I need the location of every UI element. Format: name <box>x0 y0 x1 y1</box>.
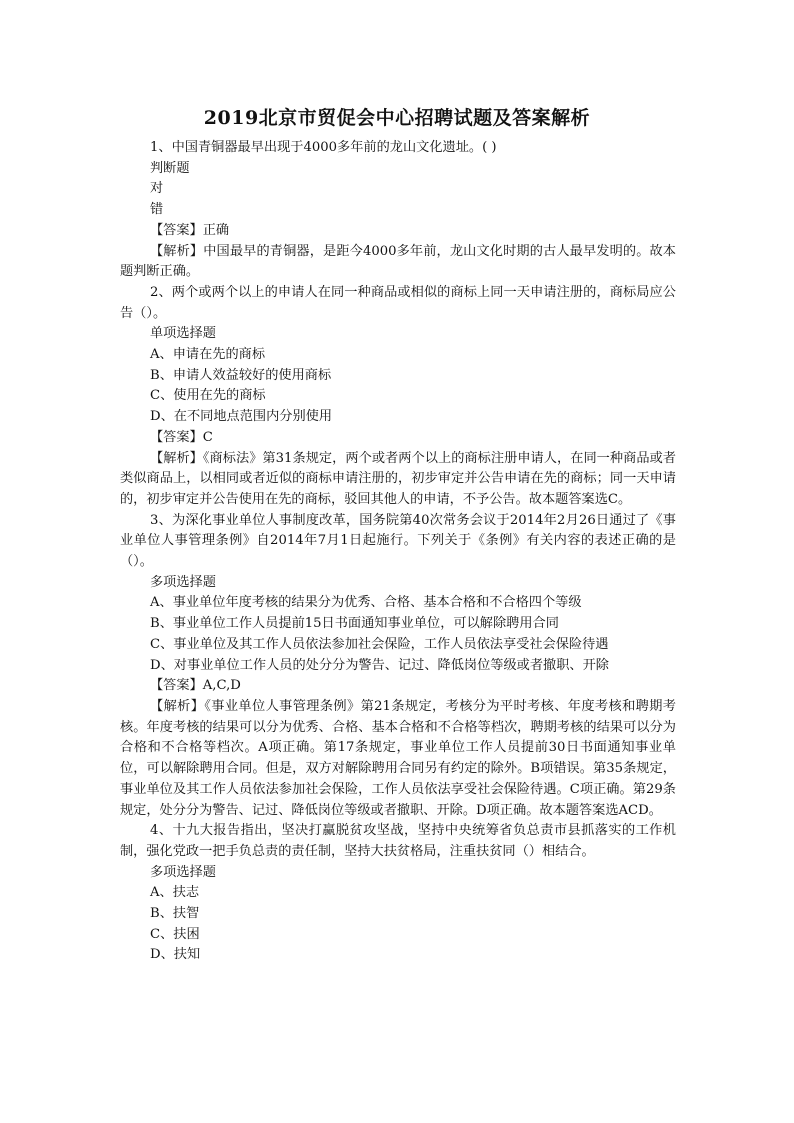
question-3: 3、为深化事业单位人事制度改革，国务院第40次常务会议于2014年2月26日通过了《事业单位人事管理条例》自2014年7月1日起施行。下列关于《条例》有关内容的表述正确的是（）。 <box>120 512 676 570</box>
question-type: 多项选择题 <box>150 574 216 590</box>
option-b: B、扶智 <box>150 906 200 922</box>
question-type: 判断题 <box>150 160 190 176</box>
option-b: B、申请人效益较好的使用商标 <box>150 367 332 383</box>
analysis: 【解析】《事业单位人事管理条例》第21条规定，考核分为平时考核、年度考核和聘期考核。年度考核的结果可以分为优秀、合格、基本合格和不合格等档次，聘期考核的结果可以分为合格和不合格等档次。A项正确。第17条规定，事业单位工作人员提前30日书面通知事业单位，可以解除聘用合同。但是，双方对解除聘用合同另有约定的除外。B项错误。第35条规定，事业单位及其工作人员依法参加社会保险，工作人员依法享受社会保险待遇。C项正确。第29条规定，处分分为警告、记过、降低岗位等级或者撤职、开除。D项正确。故本题答案选ACD。 <box>120 698 676 818</box>
option-true: 对 <box>150 181 164 197</box>
document-body <box>120 138 676 966</box>
analysis: 【解析】中国最早的青铜器，是距今4000多年前，龙山文化时期的古人最早发明的。故本题判断正确。 <box>120 243 676 280</box>
option-c: C、使用在先的商标 <box>150 388 266 404</box>
option-d: D、扶知 <box>150 947 201 963</box>
question-4: 4、十九大报告指出，坚决打赢脱贫攻坚战，坚持中央统筹省负总责市县抓落实的工作机制，强化党政一把手负总责的责任制，坚持大扶贫格局，注重扶贫同（）相结合。 <box>120 823 676 859</box>
answer: 【答案】A,C,D <box>150 678 241 694</box>
answer: 【答案】正确 <box>150 222 230 238</box>
question-type: 单项选择题 <box>150 326 216 342</box>
answer: 【答案】C <box>150 429 213 445</box>
option-b: B、事业单位工作人员提前15日书面通知事业单位，可以解除聘用合同 <box>150 616 559 632</box>
option-c: C、扶困 <box>150 926 200 942</box>
page-title: 2019北京市贸促会中心招聘试题及答案解析 <box>203 107 591 129</box>
option-a: A、事业单位年度考核的结果分为优秀、合格、基本合格和不合格四个等级 <box>150 595 582 611</box>
analysis: 【解析】《商标法》第31条规定，两个或者两个以上的商标注册申请人，在同一种商品或者类似商品上，以相同或者近似的商标申请注册的，初步审定并公告申请在先的商标；同一天申请的，初步审定并公告使用在先的商标，驳回其他人的申请，不予公告。故本题答案选C。 <box>120 450 676 507</box>
question-2: 2、两个或两个以上的申请人在同一种商品或相似的商标上同一天申请注册的，商标局应公告（）。 <box>120 284 676 321</box>
option-d: D、对事业单位工作人员的处分分为警告、记过、降低岗位等级或者撤职、开除 <box>150 657 609 673</box>
option-a: A、扶志 <box>150 885 200 901</box>
question-type: 多项选择题 <box>150 864 216 880</box>
option-false: 错 <box>150 202 164 218</box>
option-a: A、申请在先的商标 <box>150 347 266 363</box>
question-1: 1、中国青铜器最早出现于4000多年前的龙山文化遗址。( ) <box>150 140 497 155</box>
option-d: D、在不同地点范围内分别使用 <box>150 409 333 425</box>
option-c: C、事业单位及其工作人员依法参加社会保险，工作人员依法享受社会保险待遇 <box>150 636 609 652</box>
